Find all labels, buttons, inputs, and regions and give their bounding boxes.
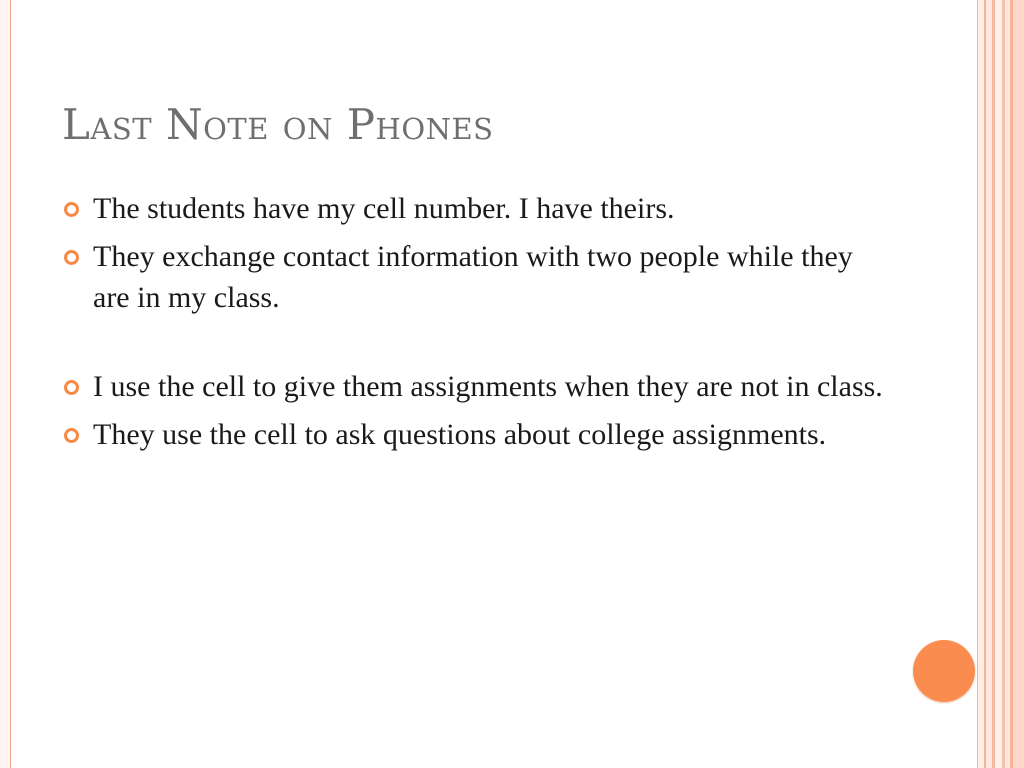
bullet-text: They use the cell to ask questions about college assignments.	[93, 418, 827, 451]
bullet-item	[62, 236, 892, 318]
bullet-circle-icon	[64, 202, 79, 217]
bullet-circle-icon	[64, 380, 79, 395]
bullet-circle-icon	[64, 250, 79, 265]
right-stripe	[995, 0, 1002, 768]
bullet-item	[62, 188, 892, 229]
bullet-circle-icon	[64, 428, 79, 443]
bullet-text: The students have my cell number. I have theirs.	[93, 192, 675, 225]
bullet-list	[62, 188, 892, 462]
decorative-circle	[913, 640, 975, 702]
bullet-text: They exchange contact information with two people while they are in my class.	[93, 240, 853, 314]
right-stripe	[1013, 0, 1024, 768]
slide-title: Last Note on Phones	[62, 100, 494, 149]
bullet-item	[62, 366, 892, 407]
bullet-item	[62, 414, 892, 455]
bullet-text: I use the cell to give them assignments when they are not in class.	[93, 370, 883, 403]
